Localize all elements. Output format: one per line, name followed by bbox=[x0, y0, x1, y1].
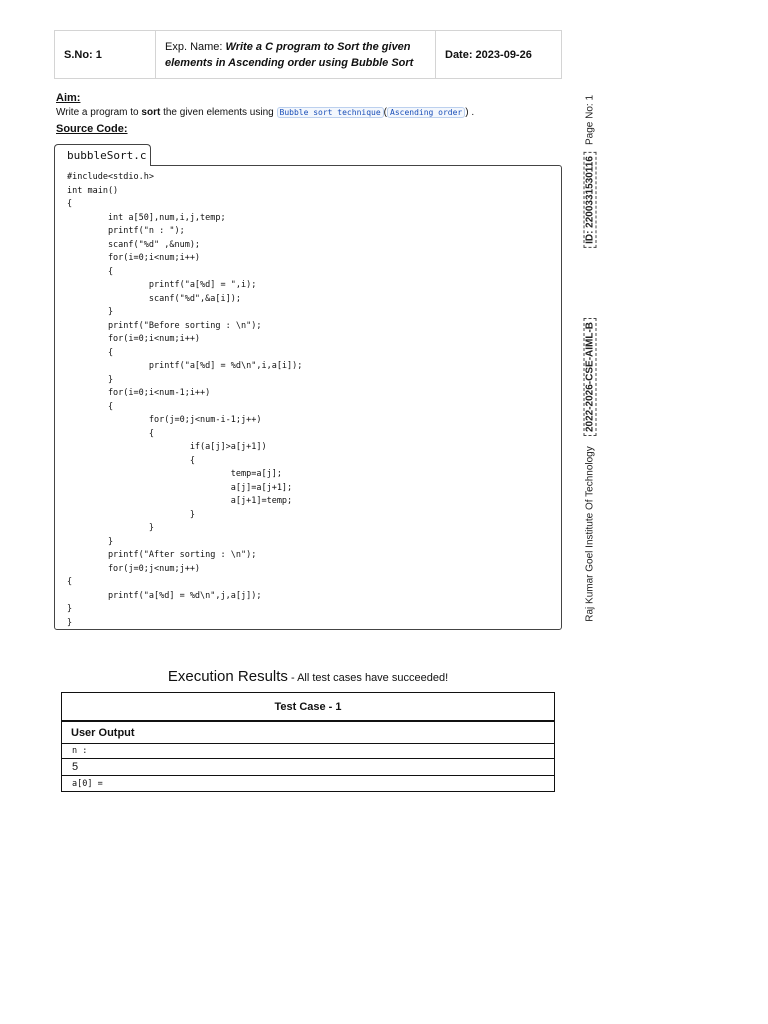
code-line: } bbox=[67, 509, 195, 520]
aim-keyword: sort bbox=[141, 107, 161, 118]
code-line: scanf("%d" ,&num); bbox=[67, 239, 201, 250]
aim-text-end: . bbox=[468, 107, 475, 118]
page-number: Page No: 1 bbox=[584, 94, 596, 146]
code-line: for(i=0;i<num-1;i++) bbox=[67, 388, 211, 398]
paren-open: ( bbox=[383, 107, 387, 118]
experiment-name-label: Exp. Name: bbox=[165, 40, 226, 53]
code-chip-ascending-order: Ascending order bbox=[387, 107, 465, 118]
code-line: printf("After sorting : \n"); bbox=[67, 550, 257, 560]
code-line: { bbox=[67, 577, 73, 587]
aim-text-start: Write a program to bbox=[56, 107, 142, 118]
code-line: { bbox=[67, 347, 114, 358]
code-line: } bbox=[67, 307, 114, 317]
experiment-header bbox=[54, 30, 562, 79]
code-line: a[j]=a[j+1]; bbox=[67, 482, 293, 493]
results-table bbox=[61, 692, 555, 792]
code-line: } bbox=[67, 617, 73, 628]
code-line: scanf("%d",&a[i]); bbox=[67, 293, 241, 304]
code-line: int main() bbox=[67, 185, 119, 196]
experiment-name-cell bbox=[156, 31, 436, 78]
paren-close: ) bbox=[465, 107, 469, 118]
code-line: for(j=0;j<num;j++) bbox=[67, 563, 201, 574]
results-heading: Execution Results bbox=[167, 668, 288, 685]
test-case-caption: Test Case - 1 bbox=[62, 693, 554, 721]
code-chip-bubble-sort: Bubble sort technique bbox=[277, 107, 384, 118]
input-row: 5 bbox=[62, 759, 554, 776]
aim-text bbox=[56, 107, 474, 118]
code-line: printf("a[%d] = %d\n",i,a[i]); bbox=[67, 361, 303, 371]
batch-label: 2022-2026-CSE-AIML-B bbox=[584, 318, 597, 436]
user-output-heading: User Output bbox=[62, 721, 554, 744]
code-line: { bbox=[67, 401, 114, 412]
code-line: } bbox=[67, 604, 73, 614]
code-line: printf("a[%d] = %d\n",j,a[j]); bbox=[67, 590, 262, 601]
code-line: { bbox=[67, 455, 195, 466]
code-line: } bbox=[67, 536, 114, 547]
code-line: { bbox=[67, 199, 73, 209]
code-line: for(i=0;i<num;i++) bbox=[67, 334, 201, 344]
code-line: printf("a[%d] = ",i); bbox=[67, 280, 257, 290]
code-line: printf("Before sorting : \n"); bbox=[67, 320, 262, 331]
source-code-heading: Source Code: bbox=[56, 123, 128, 135]
code-line: #include<stdio.h> bbox=[67, 172, 154, 182]
code-line: if(a[j]>a[j+1]) bbox=[67, 442, 267, 452]
code-line: for(i=0;i<num;i++) bbox=[67, 253, 201, 263]
serial-number: S.No: 1 bbox=[55, 31, 156, 78]
output-row: a[0] = bbox=[72, 778, 103, 789]
execution-results-title bbox=[0, 668, 616, 686]
code-line: } bbox=[67, 523, 154, 533]
code-line: } bbox=[67, 374, 114, 385]
code-lines bbox=[67, 171, 302, 630]
experiment-date: Date: 2023-09-26 bbox=[445, 48, 532, 61]
code-block bbox=[54, 165, 562, 630]
code-line: temp=a[j]; bbox=[67, 469, 282, 479]
output-row: n : bbox=[62, 744, 554, 759]
code-line: for(j=0;j<num-i-1;j++) bbox=[67, 415, 262, 425]
institute-name: Raj Kumar Goel Institute Of Technology bbox=[584, 446, 596, 622]
code-line: { bbox=[67, 428, 154, 439]
aim-text-middle: the given elements using bbox=[160, 107, 277, 118]
code-line: printf("n : "); bbox=[67, 226, 185, 236]
code-line: a[j+1]=temp; bbox=[67, 496, 293, 506]
experiment-title: Write a C program to Sort the given elements in Ascending order using Bubble Sort bbox=[165, 40, 414, 69]
results-status: - All test cases have succeeded! bbox=[287, 672, 449, 684]
student-id: ID: 2200331530116 bbox=[584, 152, 597, 248]
aim-heading: Aim: bbox=[56, 92, 81, 104]
code-line: int a[50],num,i,j,temp; bbox=[67, 212, 226, 223]
file-tab[interactable]: bubbleSort.c bbox=[54, 144, 151, 166]
code-line: { bbox=[67, 266, 114, 277]
